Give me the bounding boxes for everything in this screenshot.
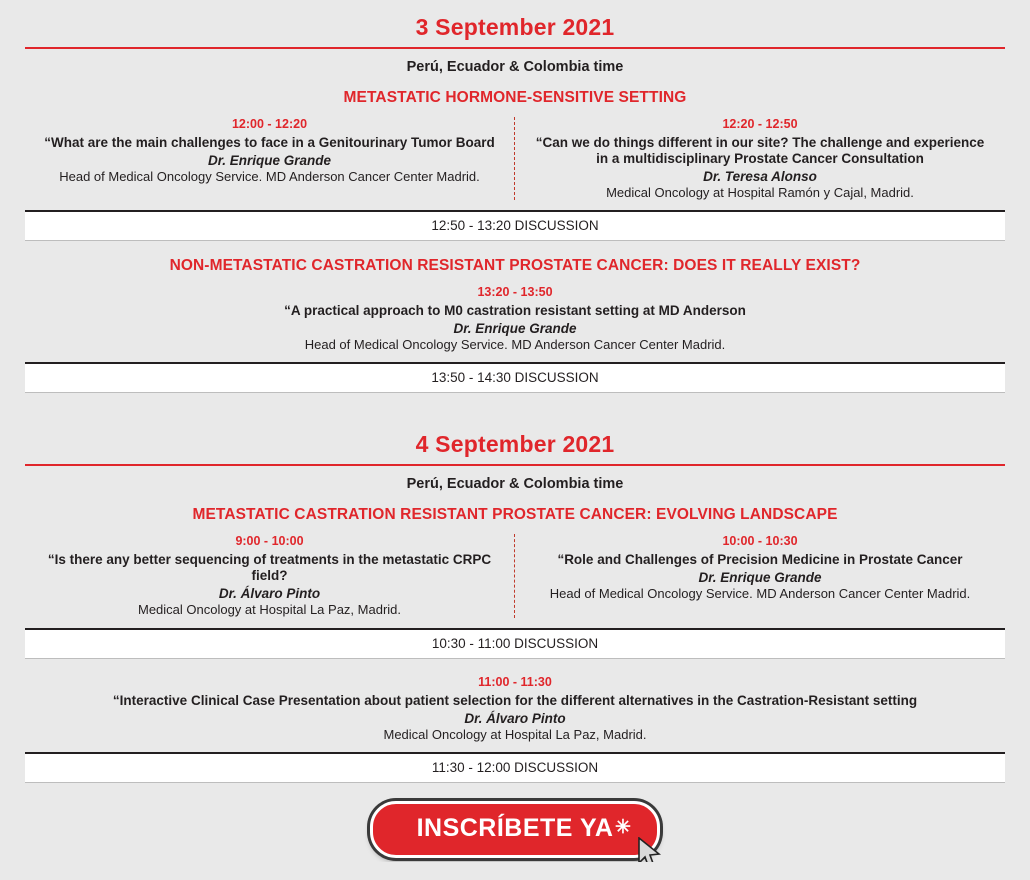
section-title: METASTATIC CASTRATION RESISTANT PROSTATE CANCER: EVOLVING LANDSCAPE bbox=[192, 506, 838, 524]
session-speaker: Dr. Álvaro Pinto bbox=[464, 710, 566, 726]
day-block-1 bbox=[25, 14, 1005, 393]
session-item bbox=[25, 675, 1005, 742]
section-title: METASTATIC HORMONE-SENSITIVE SETTING bbox=[343, 89, 687, 106]
session-title: “What are the main challenges to face in a Genitourinary Tumor Board bbox=[44, 135, 495, 150]
divider bbox=[25, 464, 1005, 466]
session-speaker: Dr. Enrique Grande bbox=[698, 570, 822, 586]
section-title: NON-METASTATIC CASTRATION RESISTANT PROSTATE CANCER: DOES IT REALLY EXIST? bbox=[169, 257, 861, 275]
session-time: 12:00 - 12:20 bbox=[231, 117, 308, 131]
session-speaker: Dr. Enrique Grande bbox=[453, 321, 577, 337]
register-button-label: INSCRÍBETE YA bbox=[416, 813, 614, 842]
divider bbox=[25, 47, 1005, 49]
session-time: 10:00 - 10:30 bbox=[722, 534, 798, 549]
spacer bbox=[25, 393, 1005, 431]
day-block-2 bbox=[25, 431, 1005, 782]
session-title: “Role and Challenges of Precision Medicine in Prostate Cancer bbox=[557, 552, 963, 568]
session-affiliation: Medical Oncology at Hospital Ramón y Cajal, Madrid. bbox=[606, 184, 914, 200]
session-affiliation: Head of Medical Oncology Service. MD Anderson Cancer Center Madrid. bbox=[549, 586, 971, 602]
session-speaker: Dr. Teresa Alonso bbox=[703, 168, 817, 184]
spacer bbox=[25, 659, 1005, 675]
session-speaker: Dr. Enrique Grande bbox=[207, 152, 332, 168]
session-title: “Is there any better sequencing of treatments in the metastatic CRPC field? bbox=[47, 552, 492, 584]
session-affiliation: Medical Oncology at Hospital La Paz, Madrid. bbox=[383, 726, 647, 742]
session-speaker: Dr. Álvaro Pinto bbox=[218, 586, 321, 602]
section-metastatic-hormone-sensitive bbox=[25, 89, 1005, 241]
discussion-bar: 10:30 - 11:00 DISCUSSION bbox=[25, 628, 1005, 659]
sparkle-icon: ✳ bbox=[615, 816, 632, 838]
session-title: “Can we do things different in our site? The challenge and experience in a multidisciplinary Prostate Cancer Consultation bbox=[535, 135, 985, 166]
timezone-label: Perú, Ecuador & Colombia time bbox=[406, 476, 624, 493]
session-item bbox=[25, 285, 1005, 352]
day-title: 4 September 2021 bbox=[415, 431, 615, 458]
session-affiliation: Head of Medical Oncology Service. MD Anderson Cancer Center Madrid. bbox=[304, 337, 726, 353]
cta-area bbox=[25, 801, 1005, 858]
timezone-label: Perú, Ecuador & Colombia time bbox=[406, 59, 624, 75]
session-item bbox=[25, 534, 515, 617]
session-time: 13:20 - 13:50 bbox=[477, 285, 553, 300]
register-button[interactable] bbox=[370, 801, 661, 858]
session-item bbox=[25, 117, 515, 200]
section-metastatic-crpc bbox=[25, 506, 1005, 658]
session-row bbox=[25, 534, 1005, 617]
session-time: 12:20 - 12:50 bbox=[722, 117, 798, 131]
session-item bbox=[515, 534, 1005, 617]
session-item bbox=[515, 117, 1005, 200]
discussion-bar: 11:30 - 12:00 DISCUSSION bbox=[25, 752, 1005, 783]
discussion-bar: 12:50 - 13:20 DISCUSSION bbox=[25, 210, 1005, 241]
session-row bbox=[25, 117, 1005, 200]
section-nonmetastatic-crpc bbox=[25, 257, 1005, 393]
spacer bbox=[25, 241, 1005, 257]
session-time: 11:00 - 11:30 bbox=[478, 674, 552, 689]
footer-strip bbox=[0, 862, 1030, 880]
session-time: 9:00 - 10:00 bbox=[235, 534, 304, 549]
agenda-content bbox=[25, 0, 1005, 858]
session-affiliation: Head of Medical Oncology Service. MD Anderson Cancer Center Madrid. bbox=[59, 168, 480, 184]
session-affiliation: Medical Oncology at Hospital La Paz, Madrid. bbox=[137, 602, 401, 618]
day-title: 3 September 2021 bbox=[415, 14, 615, 40]
session-title: “A practical approach to M0 castration resistant setting at MD Anderson bbox=[284, 303, 746, 319]
section-interactive-case bbox=[25, 675, 1005, 783]
session-title: “Interactive Clinical Case Presentation about patient selection for the different alternatives in the Castration-Resistant setting bbox=[112, 692, 918, 708]
discussion-bar: 13:50 - 14:30 DISCUSSION bbox=[25, 362, 1005, 393]
